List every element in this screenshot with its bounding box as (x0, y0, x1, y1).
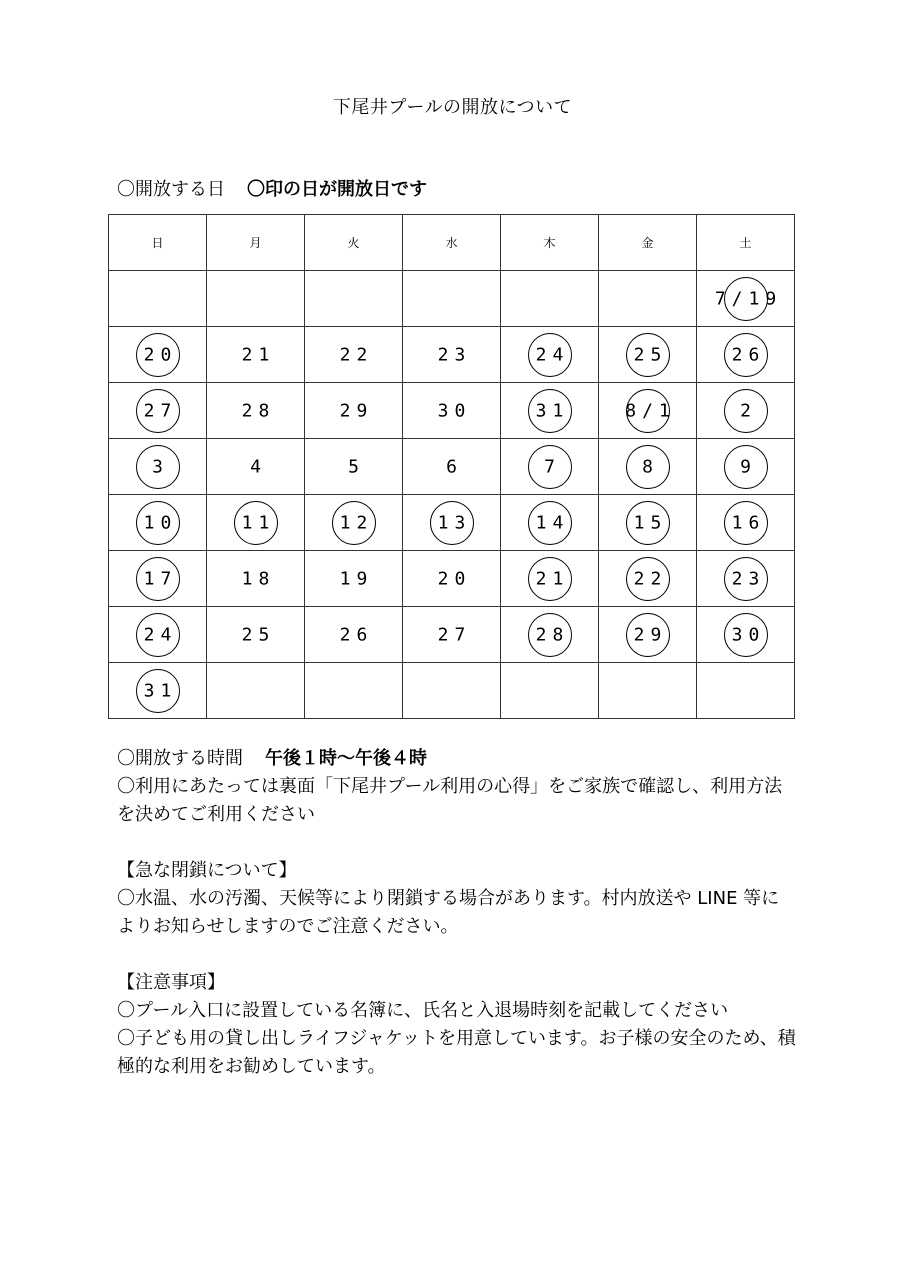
calendar-week-row (109, 551, 795, 607)
day-number: 24 (143, 624, 178, 645)
day-number: 19 (339, 568, 374, 589)
day-number: 27 (437, 624, 472, 645)
day-number: 29 (339, 400, 374, 421)
calendar-day-cell (599, 327, 697, 383)
calendar-day-cell (109, 439, 207, 495)
notes-heading: 【注意事項】 (117, 972, 225, 993)
calendar-day-cell (697, 327, 795, 383)
day-number: 27 (143, 400, 178, 421)
calendar-day-cell (305, 327, 403, 383)
day-number: 31 (535, 400, 570, 421)
day-number: 28 (241, 400, 276, 421)
weekday-header: 火 (305, 215, 403, 271)
day-number: 15 (633, 512, 668, 533)
calendar-week-row (109, 271, 795, 327)
notes-item: 〇子ども用の貸し出しライフジャケットを用意しています。お子様の安全のため、積極的な利用をお勧めしています。 (117, 1028, 796, 1077)
calendar-empty-cell (207, 271, 305, 327)
day-number: 7/19 (714, 288, 783, 309)
calendar-day-cell (207, 607, 305, 663)
calendar-day-cell (697, 271, 795, 327)
calendar-week-row (109, 439, 795, 495)
calendar-day-cell (403, 383, 501, 439)
day-number: 26 (339, 624, 374, 645)
hours-label: 〇開放する時間 (117, 748, 243, 769)
calendar-week-row (109, 607, 795, 663)
calendar-empty-cell (501, 271, 599, 327)
calendar-day-cell (501, 439, 599, 495)
calendar-empty-cell (403, 271, 501, 327)
day-number: 29 (633, 624, 668, 645)
day-number: 25 (241, 624, 276, 645)
open-days-note: 〇印の日が開放日です (247, 179, 427, 200)
calendar-day-cell (501, 551, 599, 607)
calendar-week-row (109, 383, 795, 439)
day-number: 30 (731, 624, 766, 645)
calendar-empty-cell (501, 663, 599, 719)
day-number: 22 (339, 344, 374, 365)
calendar-day-cell (207, 383, 305, 439)
calendar-empty-cell (305, 271, 403, 327)
calendar-week-row (109, 495, 795, 551)
day-number: 10 (143, 512, 178, 533)
day-number: 4 (250, 456, 267, 477)
calendar-empty-cell (599, 271, 697, 327)
weekday-header: 水 (403, 215, 501, 271)
calendar-day-cell (599, 551, 697, 607)
day-number: 14 (535, 512, 570, 533)
notes-item: 〇プール入口に設置している名簿に、氏名と入退場時刻を記載してください (117, 1000, 729, 1021)
weekday-header: 土 (697, 215, 795, 271)
calendar-empty-cell (207, 663, 305, 719)
day-number: 13 (437, 512, 472, 533)
calendar-day-cell (501, 607, 599, 663)
calendar-day-cell (501, 327, 599, 383)
open-days-label: 〇開放する日 (117, 179, 225, 200)
day-number: 12 (339, 512, 374, 533)
day-number: 5 (348, 456, 365, 477)
calendar-day-cell (305, 439, 403, 495)
calendar-day-cell (697, 551, 795, 607)
day-number: 21 (241, 344, 276, 365)
calendar-day-cell (305, 551, 403, 607)
day-number: 24 (535, 344, 570, 365)
day-number: 8 (642, 456, 659, 477)
calendar-day-cell (403, 607, 501, 663)
calendar-day-cell (403, 495, 501, 551)
day-number: 28 (535, 624, 570, 645)
calendar-day-cell (305, 495, 403, 551)
calendar-empty-cell (305, 663, 403, 719)
calendar-day-cell (403, 327, 501, 383)
day-number: 17 (143, 568, 178, 589)
weekday-header: 日 (109, 215, 207, 271)
day-number: 18 (241, 568, 276, 589)
calendar-empty-cell (599, 663, 697, 719)
calendar-day-cell (207, 439, 305, 495)
day-number: 30 (437, 400, 472, 421)
weekday-header: 月 (207, 215, 305, 271)
calendar-week-row (109, 663, 795, 719)
day-number: 2 (740, 400, 757, 421)
calendar-day-cell (697, 383, 795, 439)
hours-value: 午後１時〜午後４時 (265, 748, 427, 769)
calendar-day-cell (305, 383, 403, 439)
day-number: 25 (633, 344, 668, 365)
usage-note: 〇利用にあたっては裏面「下尾井プール利用の心得」をご家族で確認し、利用方法を決めてご利用ください (117, 776, 783, 825)
day-number: 8/1 (625, 400, 676, 421)
day-number: 23 (731, 568, 766, 589)
calendar-day-cell (109, 383, 207, 439)
day-number: 9 (740, 456, 757, 477)
calendar-day-cell (207, 327, 305, 383)
calendar-day-cell (501, 495, 599, 551)
calendar-empty-cell (697, 663, 795, 719)
hours-line (117, 745, 797, 773)
calendar-empty-cell (403, 663, 501, 719)
calendar-day-cell (501, 383, 599, 439)
day-number: 3 (152, 456, 169, 477)
calendar-day-cell (305, 607, 403, 663)
open-days-heading (117, 175, 427, 201)
day-number: 22 (633, 568, 668, 589)
calendar-day-cell (697, 439, 795, 495)
day-number: 11 (241, 512, 276, 533)
day-number: 6 (446, 456, 463, 477)
page-title: 下尾井プールの開放について (332, 97, 573, 118)
calendar-day-cell (109, 551, 207, 607)
calendar-day-cell (599, 495, 697, 551)
day-number: 16 (731, 512, 766, 533)
day-number: 7 (544, 456, 561, 477)
calendar-day-cell (599, 439, 697, 495)
calendar-day-cell (599, 607, 697, 663)
day-number: 26 (731, 344, 766, 365)
calendar-day-cell (207, 495, 305, 551)
calendar-day-cell (207, 551, 305, 607)
closure-text: 〇水温、水の汚濁、天候等により閉鎖する場合があります。村内放送や LINE 等によりお知らせしますのでご注意ください。 (117, 888, 780, 937)
calendar-day-cell (697, 495, 795, 551)
closure-heading: 【急な閉鎖について】 (117, 860, 297, 881)
calendar-day-cell (403, 439, 501, 495)
calendar-day-cell (403, 551, 501, 607)
weekday-header-row (109, 215, 795, 271)
day-number: 20 (437, 568, 472, 589)
day-number: 20 (143, 344, 178, 365)
calendar-day-cell (109, 495, 207, 551)
day-number: 21 (535, 568, 570, 589)
weekday-header: 金 (599, 215, 697, 271)
calendar-empty-cell (109, 271, 207, 327)
calendar-day-cell (109, 607, 207, 663)
info-section (117, 745, 797, 1081)
calendar-day-cell (109, 327, 207, 383)
calendar-day-cell (599, 383, 697, 439)
calendar-day-cell (109, 663, 207, 719)
day-number: 31 (143, 680, 178, 701)
calendar-week-row (109, 327, 795, 383)
calendar-day-cell (697, 607, 795, 663)
opening-calendar (108, 214, 795, 719)
day-number: 23 (437, 344, 472, 365)
weekday-header: 木 (501, 215, 599, 271)
